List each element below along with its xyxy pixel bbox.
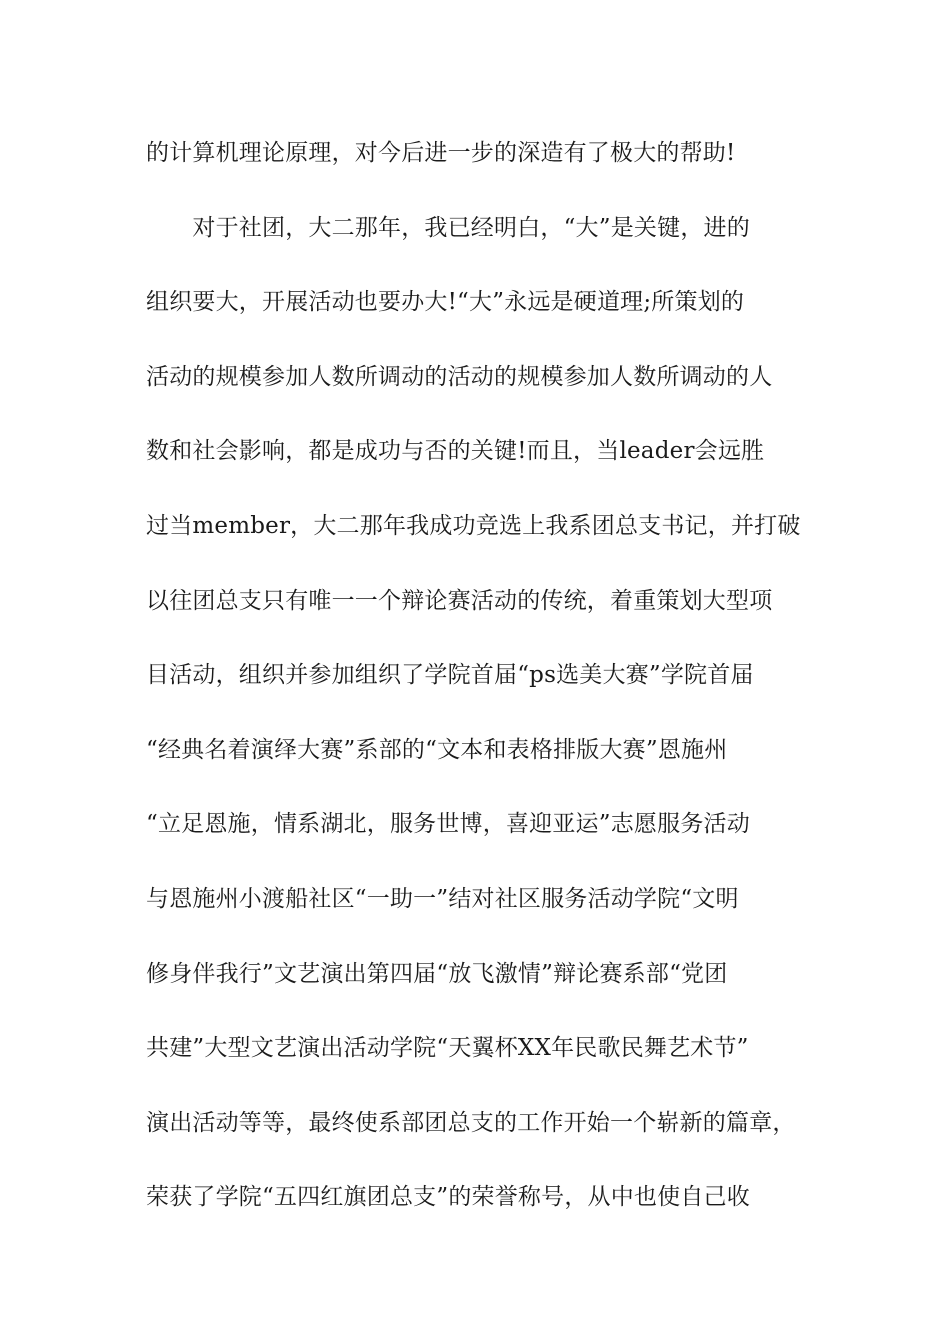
text-line: 目活动，组织并参加组织了学院首届“ps选美大赛”学院首届: [146, 662, 754, 689]
text-line: 组织要大，开展活动也要办大!“大”永远是硬道理;所策划的: [146, 289, 745, 316]
text-line: “经典名着演绎大赛”系部的“文本和表格排版大赛”恩施州: [146, 736, 728, 763]
text-line: 以往团总支只有唯一一个辩论赛活动的传统，着重策划大型项: [146, 587, 773, 614]
text-line: “立足恩施，情系湖北，服务世博，喜迎亚运”志愿服务活动: [146, 811, 750, 838]
body-text: [146, 130, 826, 1249]
text-line: 的计算机理论原理，对今后进一步的深造有了极大的帮助!: [146, 140, 736, 166]
text-line: 对于社团，大二那年，我已经明白，“大”是关键，进的: [146, 214, 750, 241]
text-line: 与恩施州小渡船社区“一助一”结对社区服务活动学院“文明: [146, 885, 739, 912]
text-line: 过当member，大二那年我成功竞选上我系团总支书记，并打破: [146, 512, 801, 539]
text-line: 演出活动等等，最终使系部团总支的工作开始一个崭新的篇章，: [146, 1109, 796, 1136]
text-line: 修身伴我行”文艺演出第四届“放飞激情”辩论赛系部“党团: [146, 960, 728, 987]
text-line: 数和社会影响，都是成功与否的关键!而且，当leader会远胜: [146, 438, 765, 465]
text-line: 荣获了学院“五四红旗团总支”的荣誉称号，从中也使自己收: [146, 1184, 750, 1211]
text-line: 活动的规模参加人数所调动的活动的规模参加人数所调动的人: [146, 363, 773, 390]
text-line: 共建”大型文艺演出活动学院“天翼杯XX年民歌民舞艺术节”: [146, 1035, 749, 1062]
